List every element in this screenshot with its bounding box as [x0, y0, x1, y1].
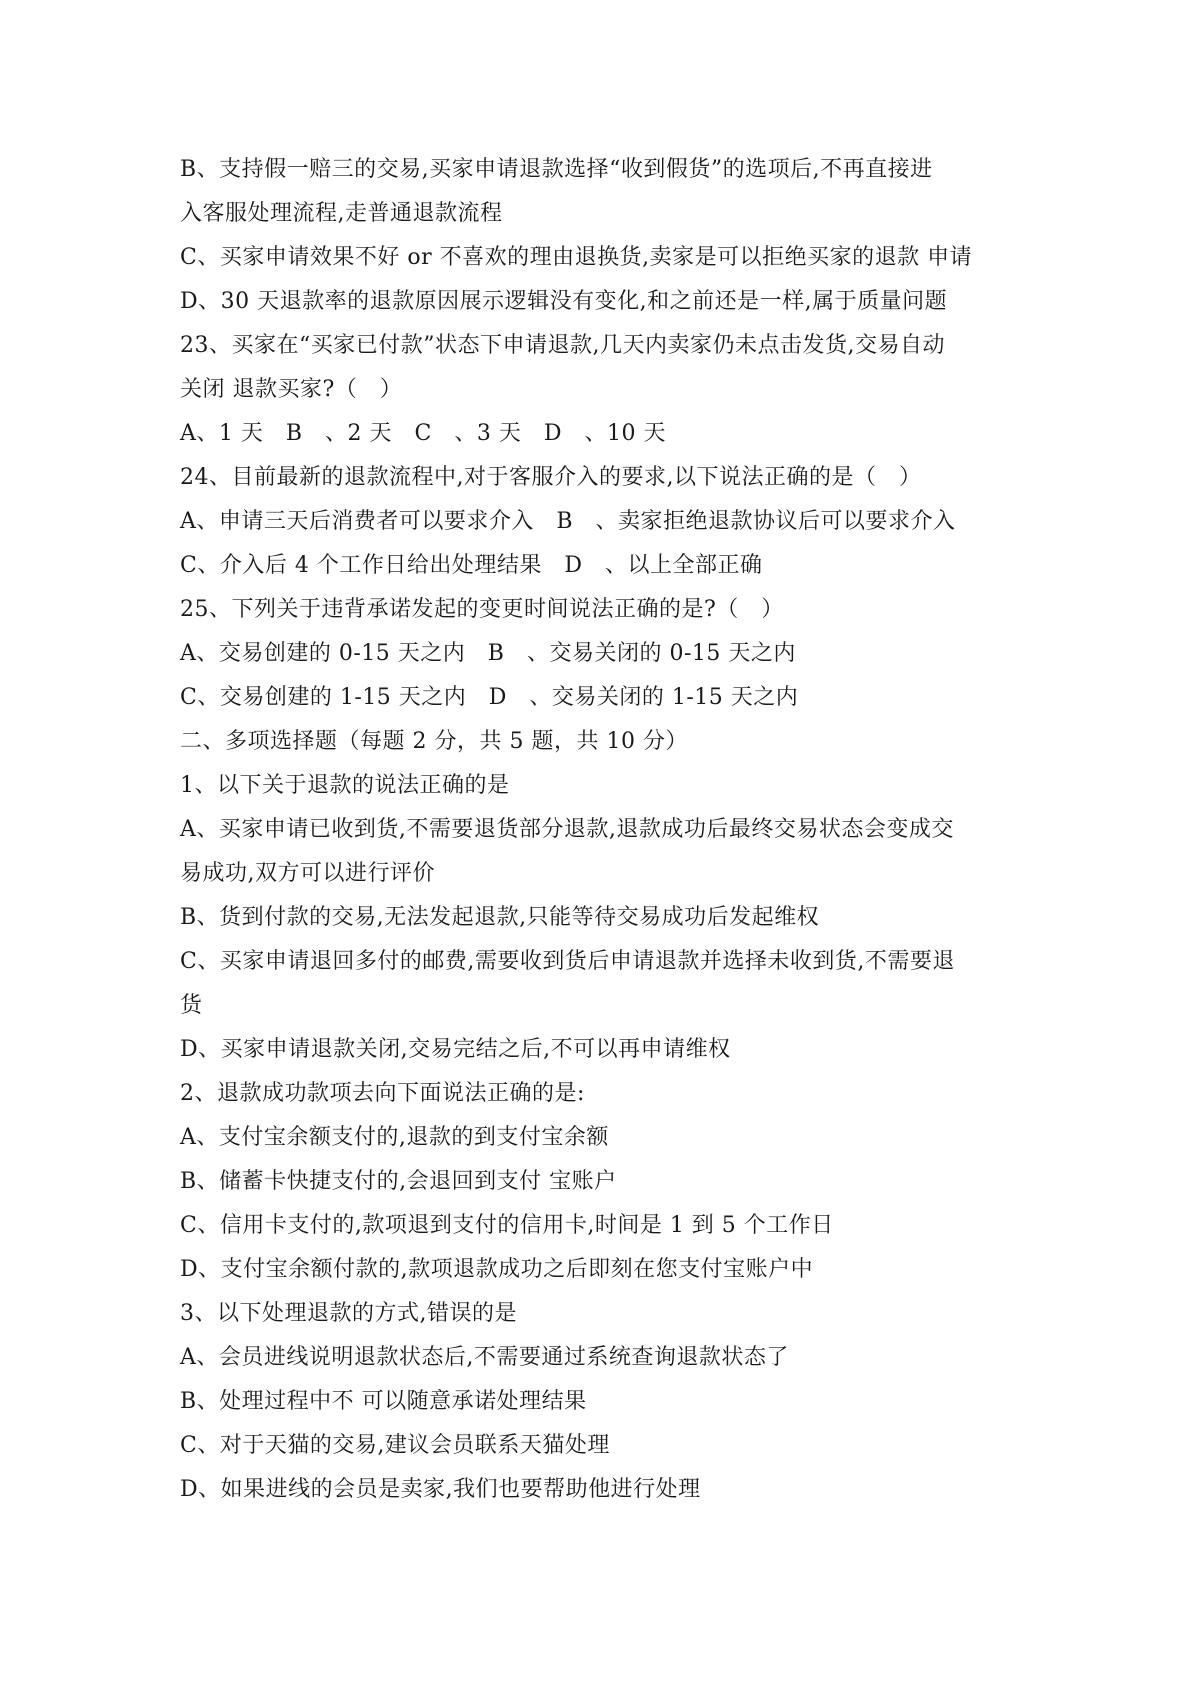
text-line: B、支持假一赔三的交易,买家申请退款选择“收到假货”的选项后,不再直接进	[180, 157, 933, 182]
text-line: C、信用卡支付的,款项退到支付的信用卡,时间是 1 到 5 个工作日	[180, 1213, 834, 1238]
text-line: C、买家申请退回多付的邮费,需要收到货后申请退款并选择未收到货,不需要退	[180, 949, 955, 974]
text-line: 易成功,双方可以进行评价	[180, 861, 435, 886]
text-line: A、支付宝余额支付的,退款的到支付宝余额	[180, 1125, 609, 1150]
question-line: 24、目前最新的退款流程中,对于客服介入的要求,以下说法正确的是（ ）	[180, 465, 922, 490]
text-line: 关闭 退款买家?（ ）	[180, 377, 403, 402]
text-line: 货	[180, 993, 203, 1018]
options-line: A、申请三天后消费者可以要求介入 B 、卖家拒绝退款协议后可以要求介入	[180, 509, 956, 534]
text-line: C、对于天猫的交易,建议会员联系天猫处理	[180, 1433, 610, 1458]
options-line: A、交易创建的 0-15 天之内 B 、交易关闭的 0-15 天之内	[180, 641, 796, 666]
question-line: 3、以下处理退款的方式,错误的是	[180, 1301, 517, 1326]
options-line: A、1 天 B 、2 天 C 、3 天 D 、10 天	[180, 421, 666, 446]
text-line: A、会员进线说明退款状态后,不需要通过系统查询退款状态了	[180, 1345, 789, 1370]
question-line: 23、买家在“买家已付款”状态下申请退款,几天内卖家仍未点击发货,交易自动	[180, 333, 945, 358]
question-line: 1、以下关于退款的说法正确的是	[180, 773, 510, 798]
text-line: B、处理过程中不 可以随意承诺处理结果	[180, 1389, 587, 1414]
text-line: A、买家申请已收到货,不需要退货部分退款,退款成功后最终交易状态会变成交	[180, 817, 954, 842]
text-line: C、买家申请效果不好 or 不喜欢的理由退换货,卖家是可以拒绝买家的退款 申请	[180, 245, 973, 270]
question-line: 25、下列关于违背承诺发起的变更时间说法正确的是?（ ）	[180, 597, 784, 622]
document-body	[180, 148, 1020, 1512]
options-line: C、交易创建的 1-15 天之内 D 、交易关闭的 1-15 天之内	[180, 685, 799, 710]
text-line: B、货到付款的交易,无法发起退款,只能等待交易成功后发起维权	[180, 905, 820, 930]
question-line: 2、退款成功款项去向下面说法正确的是:	[180, 1081, 585, 1106]
text-line: D、30 天退款率的退款原因展示逻辑没有变化,和之前还是一样,属于质量问题	[180, 289, 948, 314]
text-line: D、如果进线的会员是卖家,我们也要帮助他进行处理	[180, 1477, 701, 1502]
options-line: C、介入后 4 个工作日给出处理结果 D 、以上全部正确	[180, 553, 763, 578]
text-line: D、买家申请退款关闭,交易完结之后,不可以再申请维权	[180, 1037, 731, 1062]
text-line: D、支付宝余额付款的,款项退款成功之后即刻在您支付宝账户中	[180, 1257, 814, 1282]
section-heading: 二、多项选择题（每题 2 分，共 5 题，共 10 分）	[180, 729, 688, 754]
text-line: B、储蓄卡快捷支付的,会退回到支付 宝账户	[180, 1169, 617, 1194]
text-line: 入客服处理流程,走普通退款流程	[180, 201, 503, 226]
